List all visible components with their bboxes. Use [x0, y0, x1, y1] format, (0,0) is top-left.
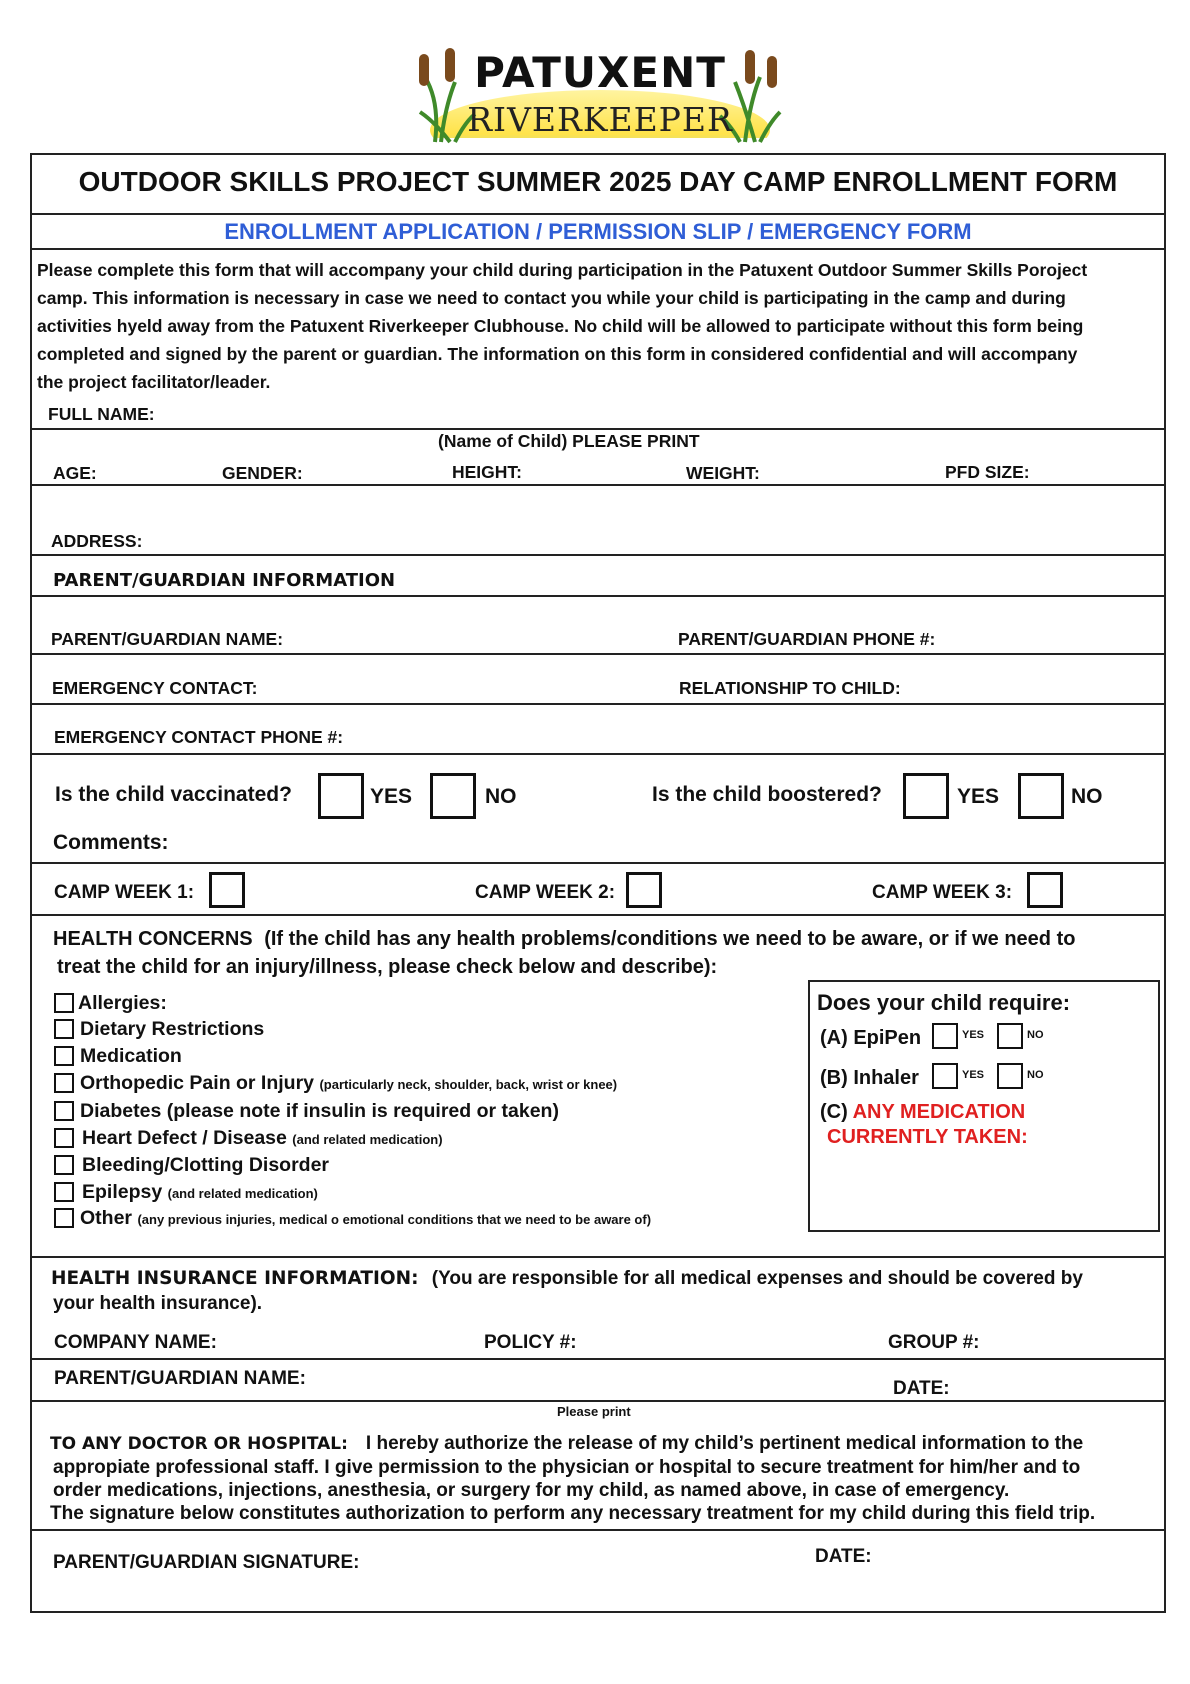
comments-label: Comments:: [53, 831, 169, 854]
divider: [30, 1358, 1166, 1360]
divider: [30, 653, 1166, 655]
divider: [30, 1256, 1166, 1258]
height-label: HEIGHT:: [452, 462, 522, 482]
medication-prefix: (C): [820, 1101, 848, 1123]
medication-checkbox[interactable]: [54, 1046, 74, 1066]
gender-label: GENDER:: [222, 463, 303, 483]
intro-line: the project facilitator/leader.: [37, 372, 271, 392]
authorization-line: The signature below constitutes authorization to perform any necessary treatment for my child during this field trip.: [50, 1503, 1096, 1524]
emergency-phone-label: EMERGENCY CONTACT PHONE #:: [54, 727, 344, 747]
camp-week-3-label: CAMP WEEK 3:: [872, 882, 1013, 903]
health-concerns-note-2: treat the child for an injury/illness, please check below and describe):: [57, 956, 718, 978]
name-hint: (Name of Child) PLEASE PRINT: [438, 431, 700, 451]
epipen-label: (A) EpiPen: [820, 1027, 922, 1049]
divider: [30, 554, 1166, 556]
vaccinated-yes-label: YES: [370, 785, 413, 808]
medication-text-1: ANY MEDICATION: [852, 1101, 1026, 1123]
allergies-checkbox[interactable]: [54, 993, 74, 1013]
guardian-phone-label: PARENT/GUARDIAN PHONE #:: [678, 629, 936, 649]
boostered-yes-checkbox[interactable]: [903, 773, 949, 819]
medication-text-2: CURRENTLY TAKEN:: [827, 1126, 1028, 1148]
intro-paragraph: [37, 256, 1087, 396]
epilepsy-label: Epilepsy (and related medication): [82, 1181, 318, 1203]
insurance-note: (You are responsible for all medical expenses and should be covered by: [431, 1268, 1083, 1289]
camp-week-3-checkbox[interactable]: [1027, 872, 1063, 908]
diabetes-checkbox[interactable]: [54, 1101, 74, 1121]
insurance-guardian-name-label: PARENT/GUARDIAN NAME:: [54, 1368, 306, 1389]
boostered-question: Is the child boostered?: [652, 783, 882, 806]
authorization-line: I hereby authorize the release of my child’s pertinent medical information to the: [365, 1433, 1084, 1454]
divider: [30, 248, 1166, 250]
age-label: AGE:: [53, 463, 97, 483]
relationship-label: RELATIONSHIP TO CHILD:: [679, 678, 901, 698]
boostered-yes-label: YES: [957, 785, 1000, 808]
intro-line: Please complete this form that will accompany your child during participation in the Patuxent Outdoor Summer Skills Poroject: [37, 260, 1088, 280]
inhaler-yes-label: YES: [962, 1069, 985, 1081]
camp-week-1-checkbox[interactable]: [209, 872, 245, 908]
health-concerns-intro: [53, 928, 1075, 951]
group-label: GROUP #:: [888, 1332, 980, 1353]
intro-line: completed and signed by the parent or guardian. The information on this form in considered confidential and will accompany: [37, 344, 1078, 364]
authorization-block: [50, 1432, 1095, 1525]
inhaler-no-label: NO: [1027, 1069, 1044, 1081]
emergency-contact-label: EMERGENCY CONTACT:: [52, 678, 258, 698]
orthopedic-label: Orthopedic Pain or Injury (particularly neck, shoulder, back, wrist or knee): [80, 1072, 618, 1094]
intro-line: activities hyeld away from the Patuxent Riverkeeper Clubhouse. No child will be allowed to participate without this form being: [37, 316, 1084, 336]
divider: [30, 484, 1166, 486]
authorization-heading: TO ANY DOCTOR OR HOSPITAL:: [50, 1434, 348, 1454]
vaccinated-yes-checkbox[interactable]: [318, 773, 364, 819]
inhaler-label: (B) Inhaler: [820, 1067, 919, 1089]
epipen-no-checkbox[interactable]: [997, 1023, 1023, 1049]
authorization-line: order medications, injections, anesthesia, or surgery for my child, as named above, in case of emergency.: [53, 1480, 1010, 1501]
divider: [30, 1529, 1166, 1531]
orthopedic-checkbox[interactable]: [54, 1073, 74, 1093]
vaccinated-no-checkbox[interactable]: [430, 773, 476, 819]
diabetes-label: Diabetes (please note if insulin is required or taken): [80, 1100, 559, 1122]
heart-label: Heart Defect / Disease (and related medication): [82, 1127, 443, 1149]
divider: [30, 753, 1166, 755]
logo-line2: RIVERKEEPER: [467, 100, 733, 139]
bleeding-label: Bleeding/Clotting Disorder: [82, 1154, 330, 1176]
vaccinated-question: Is the child vaccinated?: [55, 783, 292, 806]
camp-week-2-checkbox[interactable]: [626, 872, 662, 908]
address-label: ADDRESS:: [51, 531, 143, 551]
weight-label: WEIGHT:: [686, 463, 760, 483]
health-concerns-note: (If the child has any health problems/conditions we need to be aware, or if we need to: [264, 928, 1076, 950]
insurance-date-label: DATE:: [893, 1378, 950, 1399]
guardian-name-label: PARENT/GUARDIAN NAME:: [51, 629, 284, 649]
dietary-checkbox[interactable]: [54, 1019, 74, 1039]
inhaler-yes-checkbox[interactable]: [932, 1063, 958, 1089]
insurance-heading-line: [51, 1268, 1083, 1290]
allergies-label: Allergies:: [78, 992, 167, 1014]
insurance-heading: HEALTH INSURANCE INFORMATION:: [51, 1268, 419, 1289]
boostered-no-label: NO: [1071, 785, 1103, 808]
company-name-label: COMPANY NAME:: [54, 1332, 217, 1353]
intro-line: camp. This information is necessary in case we need to contact you while your child is participating in the camp and during: [37, 288, 1066, 308]
other-checkbox[interactable]: [54, 1208, 74, 1228]
authorization-line: appropiate professional staff. I give permission to the physician or hospital to secure treatment for him/her and to: [53, 1457, 1081, 1478]
guardian-section-heading: PARENT/GUARDIAN INFORMATION: [53, 570, 396, 591]
full-name-line[interactable]: [30, 428, 1166, 430]
health-concerns-heading: HEALTH CONCERNS: [53, 928, 253, 950]
epipen-yes-checkbox[interactable]: [932, 1023, 958, 1049]
medication-prompt: [820, 1101, 1025, 1124]
pfd-size-label: PFD SIZE:: [945, 462, 1030, 482]
requirement-title: Does your child require:: [817, 990, 1071, 1015]
full-name-label: FULL NAME:: [48, 404, 155, 424]
camp-week-1-label: CAMP WEEK 1:: [54, 882, 195, 903]
logo: [415, 42, 785, 150]
divider: [30, 703, 1166, 705]
divider: [30, 213, 1166, 215]
bleeding-checkbox[interactable]: [54, 1155, 74, 1175]
logo-line1: PATUXENT: [474, 48, 726, 97]
divider: [30, 862, 1166, 864]
heart-checkbox[interactable]: [54, 1128, 74, 1148]
boostered-no-checkbox[interactable]: [1018, 773, 1064, 819]
epilepsy-checkbox[interactable]: [54, 1182, 74, 1202]
inhaler-no-checkbox[interactable]: [997, 1063, 1023, 1089]
divider: [30, 595, 1166, 597]
insurance-note-2: your health insurance).: [53, 1293, 263, 1314]
divider: [30, 1400, 1166, 1402]
epipen-no-label: NO: [1027, 1029, 1044, 1041]
vaccinated-no-label: NO: [485, 785, 517, 808]
divider: [30, 914, 1166, 916]
medication-label: Medication: [80, 1045, 182, 1067]
form-subtitle: ENROLLMENT APPLICATION / PERMISSION SLIP / EMERGENCY FORM: [224, 219, 972, 244]
policy-label: POLICY #:: [484, 1332, 577, 1353]
signature-label: PARENT/GUARDIAN SIGNATURE:: [53, 1552, 360, 1573]
camp-week-2-label: CAMP WEEK 2:: [475, 882, 616, 903]
dietary-label: Dietary Restrictions: [80, 1018, 265, 1040]
signature-date-label: DATE:: [815, 1546, 872, 1567]
other-label: Other (any previous injuries, medical o emotional conditions that we need to be aware of): [80, 1207, 652, 1229]
form-title: OUTDOOR SKILLS PROJECT SUMMER 2025 DAY CAMP ENROLLMENT FORM: [78, 166, 1118, 197]
epipen-yes-label: YES: [962, 1029, 985, 1041]
please-print-note: Please print: [557, 1404, 631, 1419]
